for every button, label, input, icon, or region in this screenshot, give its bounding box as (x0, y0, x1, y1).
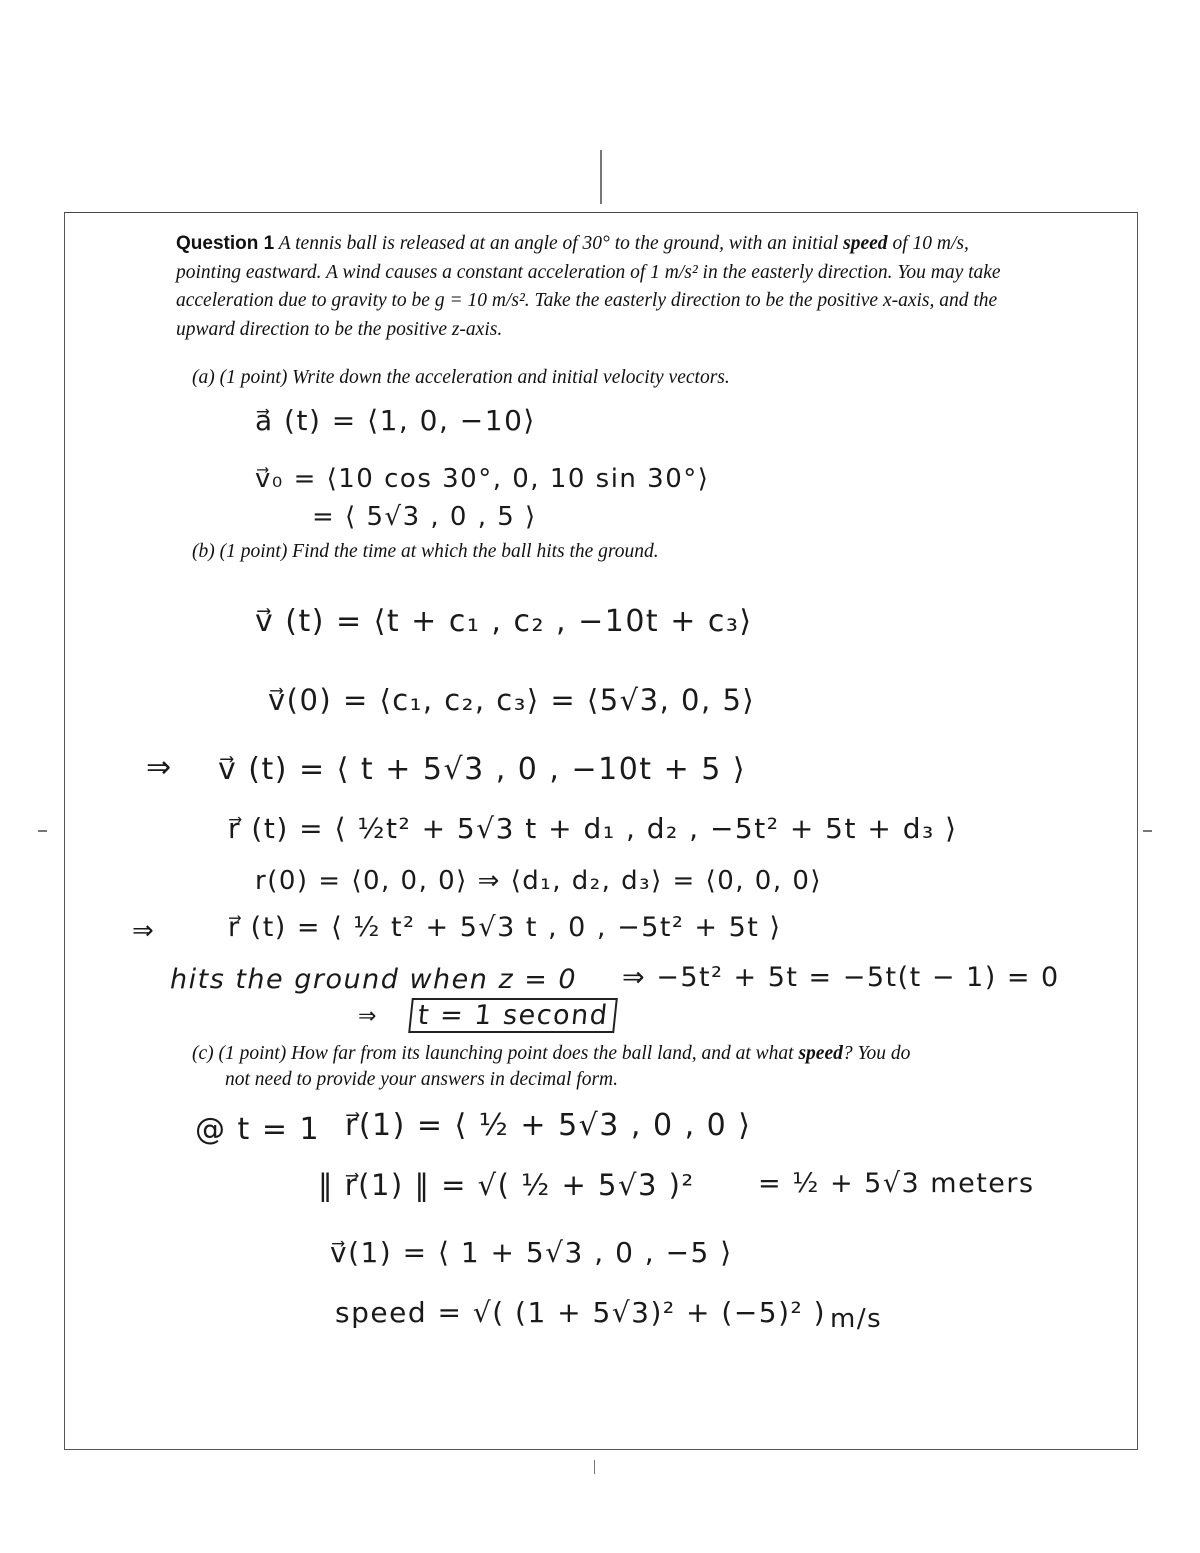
left-margin-mark (38, 830, 47, 832)
question-text-2: of 10 m/s, pointing eastward. A wind causes a constant acceleration of 1 m/s² in the easterly direction. You may take acceleration due to gravity to be g = 10 m/s². Take the easterly direction to be the positive x-axis, and the upward direction to be the positive z-axis. (176, 233, 1001, 340)
answer-b-velocity-general: v⃗ (t) = ⟨t + c₁ , c₂ , −10t + c₃⟩ (255, 604, 753, 639)
top-center-mark (600, 150, 602, 204)
answer-b-result-box (410, 998, 616, 1033)
answer-c-speed: speed = √( (1 + 5√3)² + (−5)² ) (335, 1296, 827, 1329)
answer-c-distance: ‖ r⃗(1) ‖ = √( ½ + 5√3 )² (318, 1168, 695, 1202)
question-statement (176, 230, 1036, 344)
answer-a-velocity-simplified: = ⟨ 5√3 , 0 , 5 ⟩ (312, 502, 537, 532)
answer-a-acceleration: a⃗ (t) = ⟨1, 0, −10⟩ (255, 404, 536, 437)
part-c-speed-word: speed (798, 1043, 843, 1064)
answer-c-at-time: @ t = 1 (195, 1112, 321, 1147)
part-c-text-2: ? You do (842, 1043, 911, 1064)
part-b-prompt: (b) (1 point) Find the time at which the ball hits the ground. (192, 541, 659, 562)
answer-b-solve: ⇒ −5t² + 5t = −5t(t − 1) = 0 (622, 962, 1060, 993)
answer-a-velocity: v⃗₀ = ⟨10 cos 30°, 0, 10 sin 30°⟩ (255, 464, 710, 494)
part-a-prompt: (a) (1 point) Write down the acceleration and initial velocity vectors. (192, 367, 730, 388)
answer-b-initial-condition: v⃗(0) = ⟨c₁, c₂, c₃⟩ = ⟨5√3, 0, 5⟩ (268, 683, 756, 717)
answer-b-position-general: r⃗ (t) = ⟨ ½t² + 5√3 t + d₁ , d₂ , −5t² + 5t + d₃ ⟩ (228, 812, 958, 845)
question-lead: Question 1 (176, 233, 275, 254)
answer-b-position-initial: r(0) = ⟨0, 0, 0⟩ ⇒ ⟨d₁, d₂, d₃⟩ = ⟨0, 0, 0⟩ (255, 866, 823, 896)
part-c-text-1: (c) (1 point) How far from its launching point does the ball land, and at what (192, 1043, 799, 1064)
part-c-prompt-line2: not need to provide your answers in decimal form. (225, 1069, 619, 1090)
bottom-center-mark (594, 1460, 595, 1474)
right-margin-mark (1143, 830, 1152, 832)
answer-b-result: t = 1 second (408, 998, 618, 1033)
part-c-prompt-line1 (192, 1040, 910, 1067)
answer-b-ground-condition: hits the ground when z = 0 (170, 964, 578, 995)
implies-arrow-1: ⇒ (146, 750, 173, 785)
answer-b-velocity: v⃗ (t) = ⟨ t + 5√3 , 0 , −10t + 5 ⟩ (218, 752, 747, 787)
answer-c-distance-result: = ½ + 5√3 meters (758, 1168, 1035, 1199)
answer-b-position: r⃗ (t) = ⟨ ½ t² + 5√3 t , 0 , −5t² + 5t ⟩ (228, 912, 782, 943)
answer-c-position: r⃗(1) = ⟨ ½ + 5√3 , 0 , 0 ⟩ (345, 1108, 752, 1143)
question-text-1: A tennis ball is released at an angle of 30° to the ground, with an initial (274, 233, 844, 254)
question-speed-word: speed (843, 233, 888, 254)
implies-arrow-2: ⇒ (132, 916, 156, 946)
answer-c-velocity: v⃗(1) = ⟨ 1 + 5√3 , 0 , −5 ⟩ (330, 1236, 733, 1269)
answer-c-speed-unit: m/s (830, 1304, 883, 1334)
implies-arrow-3: ⇒ (358, 1004, 378, 1029)
